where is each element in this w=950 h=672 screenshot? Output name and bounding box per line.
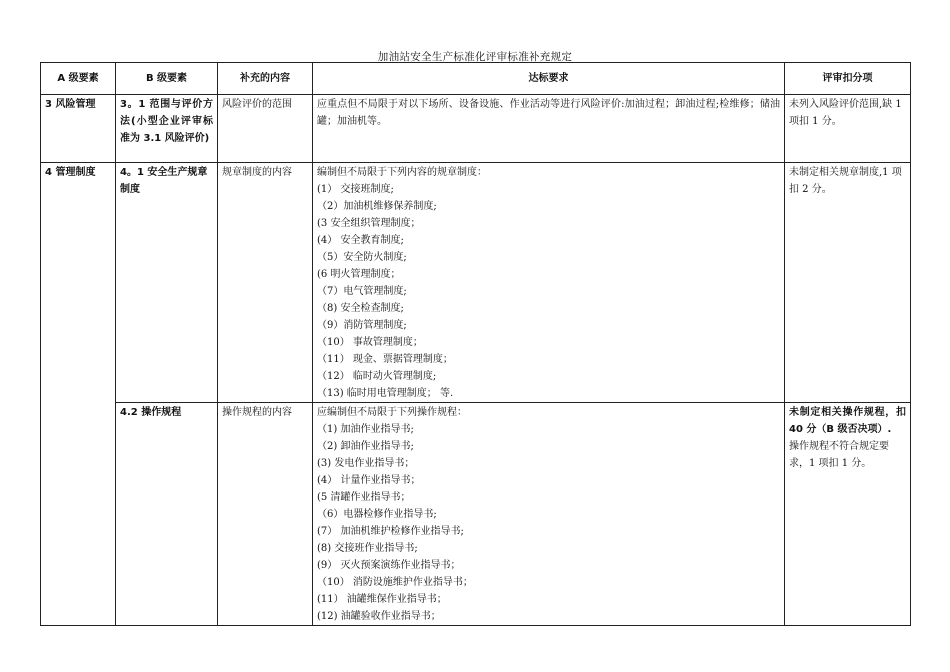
a-element-cell: 3 风险管理: [41, 95, 116, 163]
table-header-row: [41, 63, 911, 95]
list-item: （1) 加油作业指导书;: [317, 424, 414, 435]
list-item: (3) 发电作业指导书；: [317, 458, 415, 469]
list-item: （11） 现金、票据管理制度；: [317, 354, 453, 365]
list-item: （12） 临时动火管理制度;: [317, 371, 437, 382]
list-item: （10） 事故管理制度；: [317, 337, 423, 348]
supplement-cell: 风险评价的范围: [218, 95, 313, 163]
list-item: (4） 计量作业指导书；: [317, 475, 421, 486]
list-item: (9） 灭火预案演练作业指导书；: [317, 560, 461, 571]
list-item: （5）安全防火制度;: [317, 252, 407, 263]
deduction-veto-text: 未制定相关操作规程，扣 40 分（B 级否决项）.: [789, 407, 906, 435]
deduction-cell: 未列入风险评价范围,缺 1 项扣 1 分。: [785, 95, 911, 163]
list-item: （6）电器检修作业指导书;: [317, 509, 437, 520]
list-item: （2）加油机维修保养制度;: [317, 201, 437, 212]
requirement-cell: [313, 163, 785, 403]
table-row: [41, 163, 911, 403]
list-item: (1） 交接班制度;: [317, 184, 394, 195]
list-item: (6 明火管理制度；: [317, 269, 401, 280]
requirement-intro: 应编制但不局限于下列操作规程：: [317, 407, 467, 418]
list-item: (4） 安全教育制度;: [317, 235, 404, 246]
header-requirement: 达标要求: [313, 63, 785, 95]
requirement-cell: [313, 403, 785, 626]
requirement-list: [317, 181, 780, 402]
list-item: (7） 加油机维护检修作业指导书;: [317, 526, 464, 537]
deduction-cell: [785, 403, 911, 626]
table-row: [41, 95, 911, 163]
supplement-cell: 规章制度的内容: [218, 163, 313, 403]
header-deduction: 评审扣分项: [785, 63, 911, 95]
list-item: （8) 安全检查制度;: [317, 303, 404, 314]
b-element-cell: 3。1 范围与评价方法(小型企业评审标准为 3.1 风险评价): [116, 95, 218, 163]
table-row: [41, 403, 911, 626]
list-item: （2) 卸油作业指导书;: [317, 441, 414, 452]
list-item: (3 安全组织管理制度；: [317, 218, 421, 229]
list-item: (12) 油罐验收作业指导书；: [317, 611, 441, 622]
requirement-intro: 编制但不局限于下列内容的规章制度：: [317, 167, 487, 178]
list-item: (5 清罐作业指导书；: [317, 492, 411, 503]
deduction-cell: 未制定相关规章制度,1 项扣 2 分。: [785, 163, 911, 403]
requirement-cell: 应重点但不局限于对以下场所、设备设施、作业活动等进行风险评价:加油过程；卸油过程;检维修；储油罐；加油机等。: [313, 95, 785, 163]
document-title: 加油站安全生产标准化评审标准补充规定: [377, 51, 573, 63]
a-element-cell: 4 管理制度: [41, 163, 116, 626]
list-item: （9）消防管理制度;: [317, 320, 407, 331]
header-b-level: B 级要素: [116, 63, 218, 95]
list-item: （13) 临时用电管理制度； 等.: [317, 388, 454, 399]
requirement-list: [317, 421, 780, 625]
standards-table: [40, 62, 911, 626]
header-supplement: 补充的内容: [218, 63, 313, 95]
deduction-text: 操作规程不符合规定要求，1 项扣 1 分。: [789, 441, 889, 469]
b-element-cell: 4.2 操作规程: [116, 403, 218, 626]
header-a-level: A 级要素: [41, 63, 116, 95]
supplement-cell: 操作规程的内容: [218, 403, 313, 626]
list-item: （7）电气管理制度;: [317, 286, 407, 297]
list-item: （10） 消防设施维护作业指导书；: [317, 577, 473, 588]
list-item: (11） 油罐维保作业指导书；: [317, 594, 447, 605]
list-item: (8) 交接班作业指导书;: [317, 543, 418, 554]
b-element-cell: 4。1 安全生产规章制度: [116, 163, 218, 403]
